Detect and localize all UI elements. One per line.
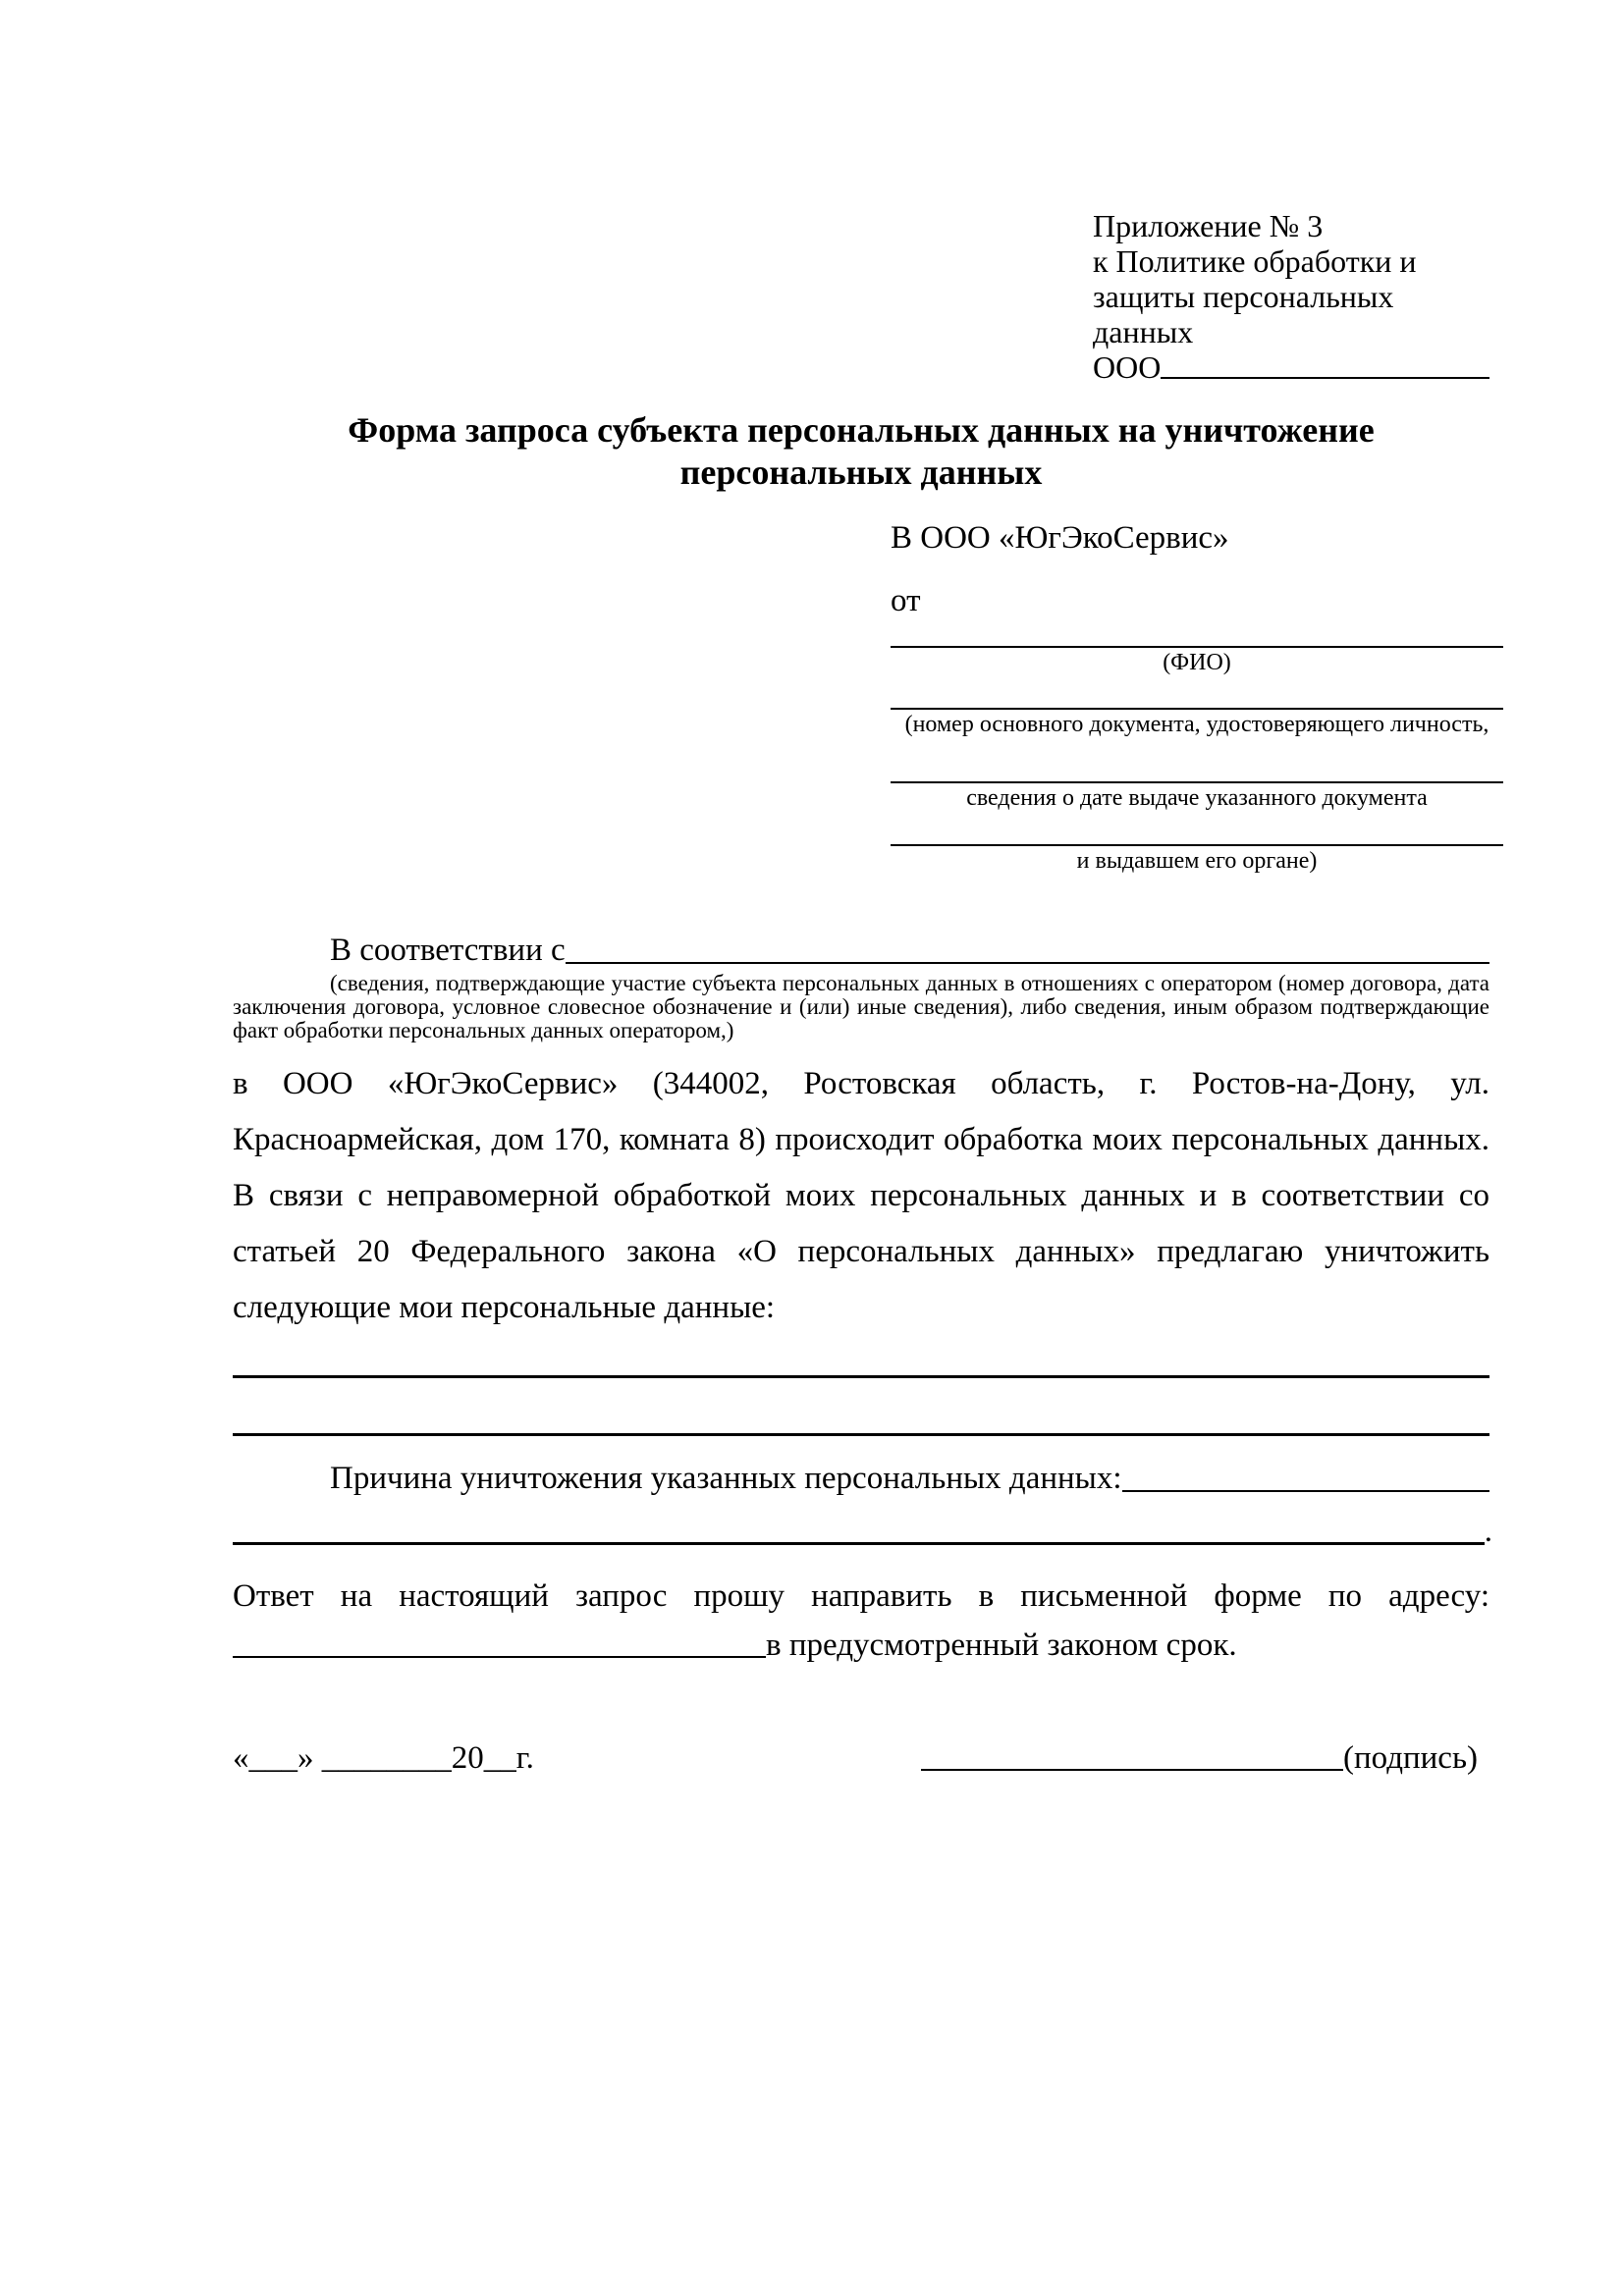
ooo-prefix: ООО — [1093, 349, 1162, 385]
accordance-lead: В соответствии с — [330, 933, 566, 968]
appendix-ooo-row — [1093, 349, 1489, 385]
reason-lead: Причина уничтожения указанных персональных данных: — [330, 1461, 1122, 1496]
doc-issue-date-blank-field[interactable] — [891, 781, 1503, 813]
accordance-note: (сведения, подтверждающие участие субъекта персональных данных в отношениях с оператором (номер договора, дата заключения договора, условное словесное обозначение и (или) иные сведения), либо сведения, иным образом подтверждающие факт обработки персональных данных оператором,) — [233, 971, 1489, 1042]
fio-blank-field[interactable] — [891, 646, 1503, 677]
appendix-line-1: Приложение № 3 — [1093, 208, 1324, 243]
date-blank-field[interactable]: «___» ________20__г. — [233, 1740, 534, 1776]
doc-issuer-blank-field[interactable] — [891, 844, 1503, 876]
doc-issuer-field-label: и выдавшем его органе) — [1076, 848, 1318, 874]
appendix-line-3: защиты персональных данных — [1093, 279, 1394, 349]
personal-data-blank-line-2[interactable] — [233, 1433, 1489, 1436]
personal-data-blank-line-1[interactable] — [233, 1375, 1489, 1378]
document-title: Форма запроса субъекта персональных данных на уничтожение персональных данных — [348, 410, 1375, 492]
reason-blank-field[interactable] — [1122, 1490, 1489, 1492]
footer-row — [233, 1738, 1478, 1778]
appendix-block — [1093, 208, 1489, 385]
signature-blank-field[interactable] — [921, 1769, 1343, 1771]
doc-number-blank-field[interactable] — [891, 708, 1503, 739]
answer-address-row — [233, 1626, 1489, 1665]
signature-label: (подпись) — [1343, 1740, 1478, 1776]
ooo-name-blank-field[interactable] — [1161, 377, 1489, 379]
main-paragraph: в ООО «ЮгЭкоСервис» (344002, Ростовская область, г. Ростов-на-Дону, ул. Красноармейская, дом 170, комната 8) происходит обработка моих персональных данных. В связи с неправомерной обработкой моих персональных данных и в соответствии со статьей 20 Федерального закона «О персональных данных» предлагаю уничтожить следующие мои персональные данные: — [233, 1066, 1489, 1325]
signature-group — [921, 1738, 1478, 1778]
answer-tail-text: в предусмотренный законом срок. — [766, 1628, 1237, 1663]
address-blank-field[interactable] — [233, 1656, 766, 1658]
doc-issue-date-field-label: сведения о дате выдаче указанного документа — [966, 785, 1428, 811]
addressee-organization: В ООО «ЮгЭкоСервис» — [891, 520, 1229, 556]
appendix-line-2: к Политике обработки и — [1093, 243, 1417, 279]
addressee-from-label: от — [891, 583, 921, 618]
fio-field-label: (ФИО) — [1163, 650, 1231, 675]
reason-continuation-row — [233, 1512, 1492, 1551]
sentence-period: . — [1484, 1514, 1492, 1549]
reason-row — [233, 1459, 1489, 1498]
accordance-row — [233, 931, 1489, 970]
doc-number-field-label: (номер основного документа, удостоверяющего личность, — [904, 712, 1489, 737]
reason-continuation-blank-field[interactable] — [233, 1542, 1485, 1545]
answer-paragraph: Ответ на настоящий запрос прошу направить в письменной форме по адресу: — [233, 1578, 1489, 1614]
accordance-blank-field[interactable] — [566, 962, 1489, 964]
